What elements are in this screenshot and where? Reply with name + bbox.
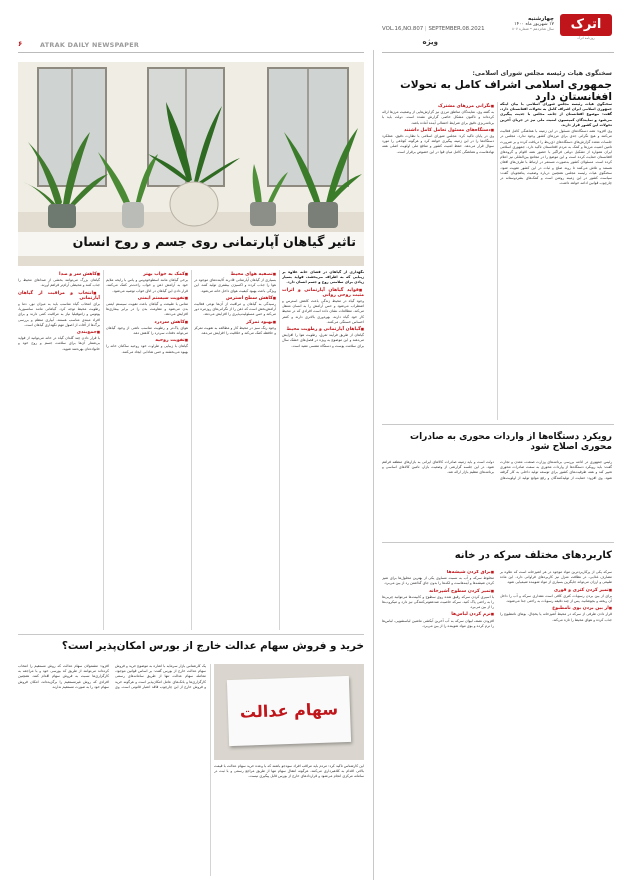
pot-3 — [170, 182, 218, 226]
masthead-rule-left — [18, 52, 364, 53]
article-headline: خرید و فروش سهام عدالت خارج از بورس امکان‌پذیر است؟ — [61, 640, 364, 652]
plants-divider-2 — [191, 270, 192, 630]
logo-text: اترک — [570, 17, 602, 32]
paper-name-english: ATRAK DAILY NEWSPAPER — [40, 41, 140, 49]
article-intro: سخنگوی هیات رئیسه مجلس شورای اسلامی با بیان اینکه جمهوری اسلامی ایران اشراف کامل به تحولات افغانستان دارد، گفت: موضوع افغانستان از جانب مجلس با جدیت پیگیری می‌شود و نمایندگان کمیسیون امنیت ملی نیز در جریان آخرین تحولات این کشور قرار دارند. — [500, 102, 612, 127]
masthead-rule-right — [382, 52, 614, 53]
shares-photo — [214, 664, 364, 760]
shares-body-1: یک کارشناس بازار سرمایه با اشاره به موضوع خرید و فروش سهام عدالت خارج از بورس گفت: بر اساس قوانین موجود، معامله سهام عدالت تنها از طریق سامانه‌های رسمی کارگزاری‌ها و بانک‌های عامل امکان‌پذیر است و هرگونه خرید و فروش خارج از این چارچوب فاقد اعتبار قانونی است. وی افزود: مشمولان سهام عدالت که روش مستقیم را انتخاب کرده‌اند می‌توانند از طریق کد بورسی خود و با مراجعه به کارگزاری‌ها نسبت به فروش سهام اقدام کنند. همچنین افرادی که روش غیرمستقیم را برگزیده‌اند، امکان فروش سهام خود را به صورت مستقیم ندارند. — [18, 664, 206, 689]
plants-body-h: هوای پاک‌تر و رطوبت مناسب ناشی از وجود گیاهان می‌تواند دفعات سردرد را کاهش دهد. — [106, 325, 188, 336]
pot-4 — [250, 202, 276, 226]
plants-headline-band — [18, 232, 364, 256]
plants-intro: نگهداری از گیاهان در فضای خانه علاوه بر زیبایی که به اطراف می‌بخشد، فواید بسیار زیادی برای سلامتی روح و جسم انسان دارد. — [282, 270, 364, 285]
plants-body-a: وجود گیاه در محیط زندگی باعث کاهش استرس و اضطراب می‌شود و حس آرامش را به انسان منتقل می‌کند. مطالعات نشان داده است افرادی که در محیط کار خود گیاه دارند، بهره‌وری بالاتری دارند و کمتر احساس خستگی می‌کنند. — [282, 299, 364, 324]
subhead-5: ■ نرم کردن لباس‌ها — [382, 612, 494, 617]
issue-line: سال شانزدهم • شماره ۸۰۷ — [512, 27, 554, 31]
article-body-5: با اسپری کردن سرکه رقیق شده روی سطوح و کابینت‌ها می‌توانید چربی‌ها را به راحتی پاک کنید. سرکه خاصیت ضدعفونی‌کنندگی نیز دارد و میکروب‌ها را از بین می‌برد. — [382, 594, 494, 610]
article-parliament — [382, 70, 612, 103]
page-number: ۶ — [18, 40, 23, 48]
plants-col-4 — [18, 270, 100, 630]
logo — [560, 14, 612, 36]
plants-subhead-k: ■ انتخاب و مراقبت از گیاهان آپارتمانی — [18, 291, 100, 301]
article-shares — [18, 641, 364, 653]
plants-body-d: رسیدگی به گیاهان و مراقبت از آن‌ها نوعی فعالیت آرامش‌بخش است که ذهن را از نگرانی‌های روزمره دور می‌کند و حس مسئولیت‌پذیری را افزایش می‌دهد. — [194, 302, 276, 317]
weekday: چهارشنبه — [527, 16, 554, 22]
article-parliament-col-right — [500, 102, 612, 420]
vol-line — [382, 26, 486, 32]
plants-divider-3 — [103, 270, 104, 630]
plants-body-e: وجود رنگ سبز در محیط کار و مطالعه به تقویت تمرکز و حافظه کمک می‌کند و خلاقیت را افزایش می‌دهد. — [194, 325, 276, 336]
shares-body-2: این کارشناس تاکید کرد: مردم باید مراقب افراد سودجو باشند که با وعده خرید سهام عدالت با قیمت بالاتر، اقدام به کلاهبرداری می‌کنند. هرگونه انتقال سهام تنها از طریق مراجع رسمی و با ثبت در سامانه مرکزی انجام می‌شود و قراردادهای خارج از بورس قابل پیگیری نیست. — [214, 764, 364, 779]
page-column-divider — [373, 50, 374, 880]
article-vinegar — [382, 550, 612, 562]
subhead-3: ■ براق کردن شیشه‌ها — [382, 570, 494, 575]
plants-subhead-h: ■ کاهش سردرد — [106, 320, 188, 325]
section-label: ویژه — [422, 38, 438, 46]
plants-subhead-l: ■ جمع‌بندی — [18, 330, 100, 335]
pot-2 — [122, 202, 144, 228]
date-line: ۱۷ شهریور ماه ۱۴۰۰ — [514, 22, 554, 27]
subhead-agencies: ■ دستگاه‌های مسئول تعامل کامل داشتند — [382, 128, 494, 133]
plants-subhead-e: ■ بهبود تمرکز — [194, 320, 276, 325]
shares-body — [18, 664, 206, 876]
plants-divider-1 — [279, 270, 280, 630]
plants-subhead-c: ■ تصفیه هوای محیط — [194, 272, 276, 277]
plants-col-2 — [194, 270, 276, 630]
article-body-2: به گفته وی، نمایندگان مناطق مرزی نیز گزارش‌هایی از وضعیت مرزها ارائه کرده‌اند و تاکنون مشکل خاصی گزارش نشده است. دولت باید با برنامه‌ریزی دقیق برای شرایط احتمالی آینده آماده باشد. — [382, 110, 494, 125]
vol-sep: | — [424, 26, 429, 32]
pot-1 — [48, 204, 76, 228]
article2-bottom-rule — [382, 542, 614, 543]
pot-5 — [308, 202, 338, 228]
article-kicker: سخنگوی هیات رئیسه مجلس شورای اسلامی: — [472, 70, 612, 77]
logo-tagline: روزنامه اترک — [577, 36, 595, 40]
plants-body-f: برخی گیاهان مانند اسطوخودوس و یاس با رایحه ملایم خود به آرامش ذهن و خواب راحت‌تر کمک می‌کنند. قرار دادن این گیاهان در اتاق خواب توصیه می‌شود. — [106, 278, 188, 293]
volume-number: VOL.16,NO.807 — [382, 26, 424, 32]
article-exports — [382, 432, 612, 453]
plants-bottom-rule — [18, 634, 364, 635]
subhead-2: ■ از بین بردن بوی نامطبوع — [500, 606, 612, 611]
article-body-4: مخلوط سرکه و آب به نسبت مساوی یکی از بهترین محلول‌ها برای تمیز کردن شیشه‌ها و آینه‌هاست و لکه‌ها را بدون جای گذاشتن رد از بین می‌برد. — [382, 576, 494, 586]
plants-body-j: گیاهان بزرگ می‌توانند بخشی از صداهای محیط را جذب کنند و محیطی آرام‌تر فراهم آورند. — [18, 278, 100, 288]
plants-body-g: تماس با طبیعت و گیاهان باعث تقویت سیستم ایمنی بدن می‌شود و مقاومت بدن را در برابر بیماری‌ها افزایش می‌دهد. — [106, 302, 188, 317]
article-headline: جمهوری اسلامی اشراف کامل به تحولات افغانستان دارد — [400, 79, 612, 104]
shares-body-under-photo — [214, 764, 364, 876]
article-body: رئیس جمهوری در ادامه بررسی برنامه‌های وزارت صنعت، معدن و تجارت گفت: باید رویکرد دستگاه‌ها از واردات محوری به سمت صادرات محوری تغییر کند و همه ظرفیت‌های کشور برای توسعه تولید داخلی به کار گرفته شود. وی افزود: حمایت از تولیدکنندگان و رفع موانع تولید از اولویت‌های دولت است و باید زمینه صادرات کالاهای ایرانی به بازارهای منطقه فراهم شود. در این جلسه گزارشی از وضعیت بازار، تامین کالاهای اساسی و برنامه‌های تنظیم بازار ارائه شد. — [382, 460, 612, 480]
subhead-borders: ■ نگرانی مرزهای مشترک — [382, 104, 494, 109]
article-headline: کاربردهای مختلف سرکه در خانه — [454, 550, 612, 561]
article-exports-body — [382, 460, 612, 538]
plants-subhead-i: ■ تقویت روحیه — [106, 338, 188, 343]
plants-subhead-f: ■ کمک به خواب بهتر — [106, 272, 188, 277]
subhead-4: ■ تمیز کردن سطوح آشپزخانه — [382, 589, 494, 594]
plants-subhead-a: ■ فواید گیاهان آپارتمانی و اثرات مثبت روحی روانی — [282, 288, 364, 298]
article-body-6: افزودن نصف لیوان سرکه به آب آخرین آبکشی ماشین لباسشویی، لباس‌ها را نرم کرده و بوی مواد شوینده را از بین می‌برد. — [382, 618, 494, 628]
shares-sign-text: سهام عدالت — [239, 699, 339, 722]
article1-col-divider — [497, 102, 498, 420]
plants-subhead-g: ■ تقویت سیستم ایمنی — [106, 296, 188, 301]
plants-subhead-j: ■ کاهش سر و صدا — [18, 272, 100, 277]
article-body-2: برای از بین بردن رسوبات کتری کافی است مقداری سرکه و آب را داخل آن ریخته و بجوشانید. پس از چند دقیقه رسوبات به راحتی جدا می‌شوند. — [500, 593, 612, 604]
plants-body-l: با قرار دادن چند گلدان گیاه در خانه می‌توانید از فواید بی‌شمار آن‌ها برای سلامت جسم و روح خود و خانواده‌تان بهره‌مند شوید. — [18, 336, 100, 351]
date-persian — [488, 16, 554, 31]
plants-body-c: بسیاری از گیاهان آپارتمانی قادرند آلاینده‌های موجود در هوا را جذب کرده و اکسیژن بیشتری تولید کنند. این ویژگی باعث بهبود کیفیت هوای داخل خانه می‌شود. — [194, 278, 276, 293]
article-body-3: قرار دادن ظرفی از سرکه در محیط آشپزخانه یا یخچال، بوهای نامطبوع را جذب کرده و هوای محیط را تازه می‌کند. — [500, 612, 612, 622]
plants-col-3 — [106, 270, 188, 630]
article-body: وی افزود: همه دستگاه‌های مسئول در این زمینه با هماهنگی کامل فعالیت می‌کنند و هیچ نگرانی جدی برای مرزهای کشور وجود ندارد. مجلس در جلسات متعدد گزارش‌های دستگاه‌های ذی‌ربط را دریافت کرده و بر ضرورت تامین امنیت مرزها و کمک به مردم افغانستان تاکید دارد. جمهوری اسلامی ایران همواره از تشکیل دولتی فراگیر با حضور همه اقوام و گروه‌های افغانستان حمایت کرده است و این موضع را در مجامع بین‌المللی نیز اعلام کرده است. مسئولان کشور به‌صورت مستمر در ارتباط با طرف‌های افغان هستند و تلاش می‌کنند تا روند صلح و ثبات در این کشور تقویت شود. سخنگوی هیات رئیسه مجلس همچنین درباره وضعیت پناهجویان گفت: سیاست کشور در این زمینه روشن است و کمک‌های بشردوستانه در چارچوب قوانین ادامه خواهد داشت. — [500, 129, 612, 186]
plants-body-k: برای انتخاب گیاه مناسب باید به میزان نور، دما و رطوبت محیط توجه کرد. گیاهانی مانند سانسوریا، پوتوس و زاموفیلیا نیاز به مراقبت کمی دارند و برای افراد مبتدی مناسب هستند. آبیاری منظم و بررسی برگ‌ها از آفات از اصول مهم نگهداری گیاهان است. — [18, 302, 100, 327]
plants-body-i: گیاهان با زیبایی و طراوت خود روحیه ساکنان خانه را بهبود می‌بخشند و حس شادابی ایجاد می‌کنند. — [106, 344, 188, 354]
plants-headline: تاثیر گیاهان آپارتمانی روی جسم و روح انسان — [72, 234, 356, 249]
shares-divider — [210, 664, 211, 876]
plants-col-1 — [282, 270, 364, 630]
plants-subhead-b: ■ گیاهان آپارتمانی و رطوبت محیط — [282, 327, 364, 332]
plants-body-b: گیاهان از طریق فرآیند تعرق، رطوبت هوا را افزایش می‌دهند و این موضوع به ویژه در فصل‌های خشک سال برای سلامت پوست و دستگاه تنفسی مفید است. — [282, 333, 364, 348]
plants-subhead-d: ■ کاهش سطح استرس — [194, 296, 276, 301]
shares-sign-card — [227, 676, 351, 746]
article-vinegar-body — [382, 570, 612, 875]
article-parliament-col-left — [382, 102, 494, 420]
article-body: سرکه یکی از پرکاربردترین مواد موجود در هر آشپزخانه است که علاوه بر مصارف غذایی، در نظافت منزل نیز کاربردهای فراوانی دارد. این ماده طبیعی و ارزان می‌تواند جایگزین بسیاری از مواد شوینده شیمیایی شود. — [500, 570, 612, 585]
article1-bottom-rule — [382, 424, 614, 425]
masthead — [0, 0, 620, 56]
english-date: SEPTEMBER.08.2021 — [428, 26, 485, 32]
article-headline: رویکرد دستگاه‌ها از واردات محوری به صادرات محوری اصلاح شود — [410, 432, 612, 453]
article-body-3: وی در پایان تاکید کرد: مجلس شورای اسلامی با نظارت دقیق، عملکرد دستگاه‌ها را در این زمینه پیگیری خواهد کرد و هرگونه کوتاهی را مورد سوال قرار می‌دهد. حفظ امنیت کشور و منافع ملی اولویت اصلی همه نهادهاست و هماهنگی کامل میان قوا در این خصوص برقرار است. — [382, 134, 494, 154]
subhead-1: ■ تمیز کردن کتری و قوری — [500, 588, 612, 593]
